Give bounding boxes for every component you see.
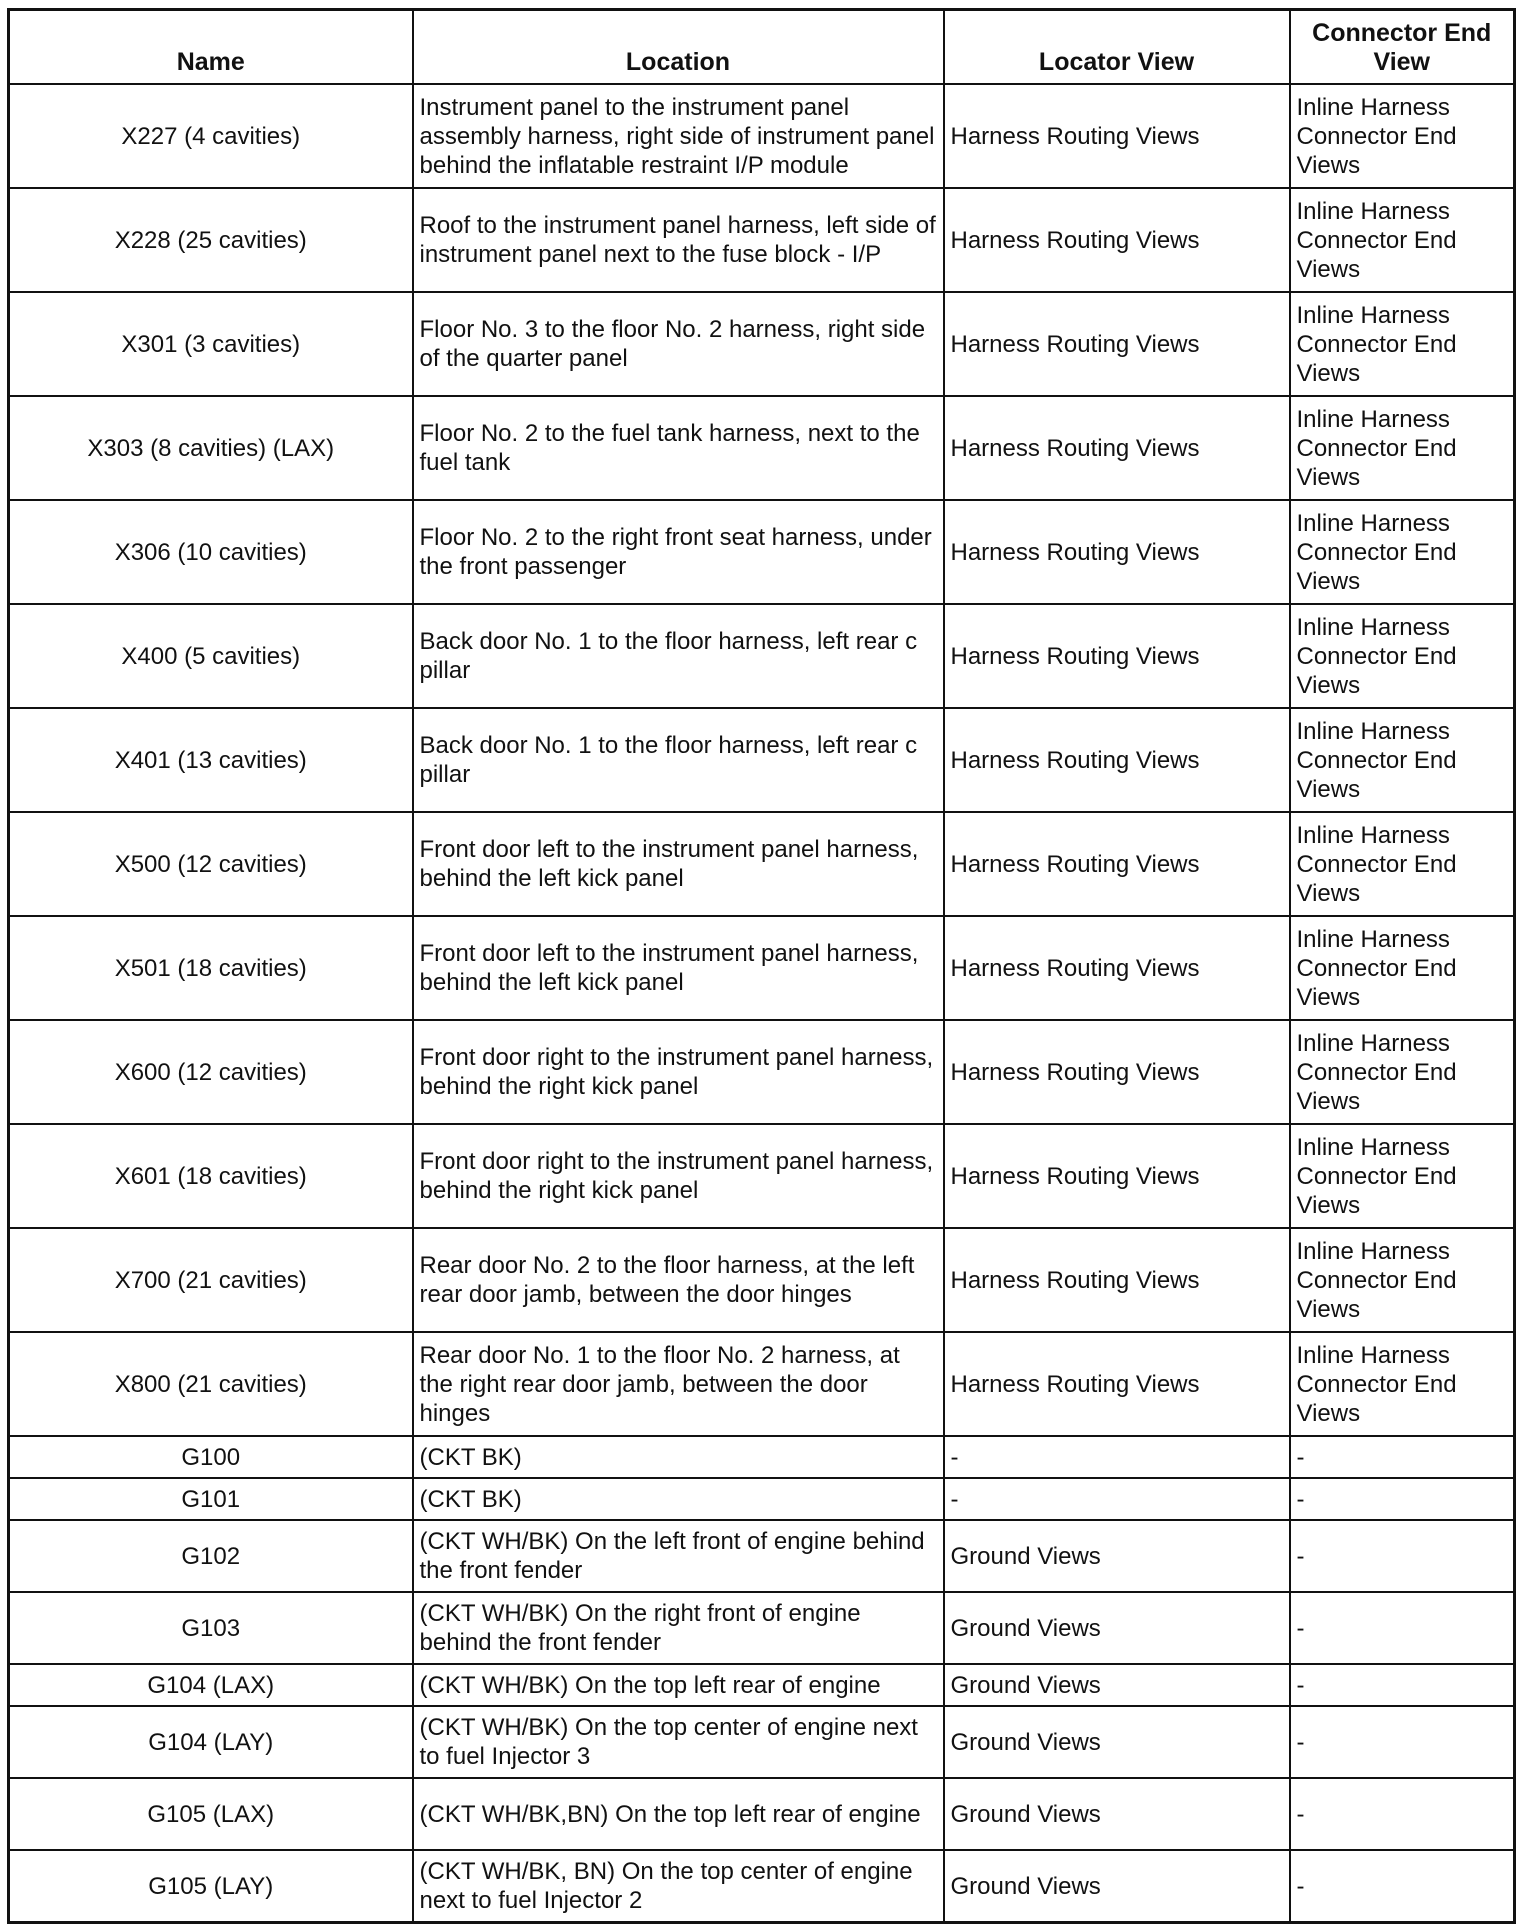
table-row	[9, 1664, 1515, 1706]
cell-connector-end-view: -	[1290, 1592, 1515, 1664]
table-row	[9, 1020, 1515, 1124]
cell-location: Front door right to the instrument panel harness, behind the right kick panel	[413, 1020, 944, 1124]
cell-locator-view: Harness Routing Views	[944, 1228, 1290, 1332]
cell-name: G104 (LAX)	[9, 1664, 413, 1706]
cell-location: Floor No. 3 to the floor No. 2 harness, right side of the quarter panel	[413, 292, 944, 396]
cell-location: Floor No. 2 to the right front seat harness, under the front passenger	[413, 500, 944, 604]
cell-location: (CKT BK)	[413, 1436, 944, 1478]
cell-connector-end-view: Inline Harness Connector End Views	[1290, 916, 1515, 1020]
cell-locator-view: Ground Views	[944, 1850, 1290, 1923]
cell-connector-end-view: -	[1290, 1850, 1515, 1923]
connector-table	[7, 8, 1516, 1924]
cell-name: X228 (25 cavities)	[9, 188, 413, 292]
table-row	[9, 1228, 1515, 1332]
cell-location: (CKT WH/BK,BN) On the top left rear of engine	[413, 1778, 944, 1850]
cell-name: X800 (21 cavities)	[9, 1332, 413, 1436]
cell-name: G105 (LAX)	[9, 1778, 413, 1850]
table-row	[9, 708, 1515, 812]
cell-name: G102	[9, 1520, 413, 1592]
cell-locator-view: Harness Routing Views	[944, 812, 1290, 916]
cell-connector-end-view: Inline Harness Connector End Views	[1290, 708, 1515, 812]
cell-connector-end-view: Inline Harness Connector End Views	[1290, 84, 1515, 188]
cell-connector-end-view: -	[1290, 1664, 1515, 1706]
cell-connector-end-view: Inline Harness Connector End Views	[1290, 1124, 1515, 1228]
cell-location: (CKT WH/BK, BN) On the top center of engine next to fuel Injector 2	[413, 1850, 944, 1923]
table-row	[9, 1478, 1515, 1520]
cell-name: G103	[9, 1592, 413, 1664]
cell-location: (CKT WH/BK) On the top center of engine next to fuel Injector 3	[413, 1706, 944, 1778]
table-row	[9, 84, 1515, 188]
cell-locator-view: Harness Routing Views	[944, 708, 1290, 812]
cell-connector-end-view: -	[1290, 1706, 1515, 1778]
cell-connector-end-view: -	[1290, 1436, 1515, 1478]
cell-location: Front door left to the instrument panel harness, behind the left kick panel	[413, 812, 944, 916]
cell-location: (CKT WH/BK) On the top left rear of engine	[413, 1664, 944, 1706]
cell-location: Back door No. 1 to the floor harness, left rear c pillar	[413, 604, 944, 708]
header-locator-view: Locator View	[944, 10, 1290, 85]
cell-location: Front door right to the instrument panel harness, behind the right kick panel	[413, 1124, 944, 1228]
header-connector-end-view: Connector End View	[1290, 10, 1515, 85]
cell-location: (CKT WH/BK) On the right front of engine behind the front fender	[413, 1592, 944, 1664]
cell-name: X501 (18 cavities)	[9, 916, 413, 1020]
cell-connector-end-view: Inline Harness Connector End Views	[1290, 1228, 1515, 1332]
cell-name: G104 (LAY)	[9, 1706, 413, 1778]
cell-connector-end-view: Inline Harness Connector End Views	[1290, 812, 1515, 916]
cell-connector-end-view: Inline Harness Connector End Views	[1290, 292, 1515, 396]
cell-locator-view: Ground Views	[944, 1778, 1290, 1850]
cell-locator-view: Harness Routing Views	[944, 292, 1290, 396]
cell-connector-end-view: Inline Harness Connector End Views	[1290, 500, 1515, 604]
cell-location: Roof to the instrument panel harness, left side of instrument panel next to the fuse block - I/P	[413, 188, 944, 292]
table-row	[9, 500, 1515, 604]
table-row	[9, 812, 1515, 916]
cell-locator-view: Harness Routing Views	[944, 188, 1290, 292]
cell-name: X303 (8 cavities) (LAX)	[9, 396, 413, 500]
cell-locator-view: Harness Routing Views	[944, 84, 1290, 188]
cell-locator-view: Ground Views	[944, 1592, 1290, 1664]
cell-name: X601 (18 cavities)	[9, 1124, 413, 1228]
table-row	[9, 916, 1515, 1020]
cell-connector-end-view: Inline Harness Connector End Views	[1290, 188, 1515, 292]
cell-location: (CKT WH/BK) On the left front of engine behind the front fender	[413, 1520, 944, 1592]
header-name: Name	[9, 10, 413, 85]
cell-name: G105 (LAY)	[9, 1850, 413, 1923]
cell-name: X400 (5 cavities)	[9, 604, 413, 708]
cell-connector-end-view: Inline Harness Connector End Views	[1290, 604, 1515, 708]
cell-location: (CKT BK)	[413, 1478, 944, 1520]
cell-name: X227 (4 cavities)	[9, 84, 413, 188]
cell-connector-end-view: -	[1290, 1778, 1515, 1850]
table-row	[9, 396, 1515, 500]
table-row	[9, 292, 1515, 396]
table-row	[9, 188, 1515, 292]
cell-locator-view: Harness Routing Views	[944, 916, 1290, 1020]
cell-name: X600 (12 cavities)	[9, 1020, 413, 1124]
cell-locator-view: Ground Views	[944, 1706, 1290, 1778]
cell-location: Front door left to the instrument panel harness, behind the left kick panel	[413, 916, 944, 1020]
table-row	[9, 604, 1515, 708]
cell-locator-view: -	[944, 1478, 1290, 1520]
cell-location: Back door No. 1 to the floor harness, left rear c pillar	[413, 708, 944, 812]
cell-connector-end-view: -	[1290, 1520, 1515, 1592]
cell-name: X306 (10 cavities)	[9, 500, 413, 604]
header-row	[9, 10, 1515, 85]
table-row	[9, 1436, 1515, 1478]
cell-connector-end-view: Inline Harness Connector End Views	[1290, 1332, 1515, 1436]
cell-locator-view: Harness Routing Views	[944, 1332, 1290, 1436]
cell-connector-end-view: Inline Harness Connector End Views	[1290, 396, 1515, 500]
cell-name: X500 (12 cavities)	[9, 812, 413, 916]
cell-locator-view: Harness Routing Views	[944, 1020, 1290, 1124]
table-row	[9, 1124, 1515, 1228]
cell-location: Rear door No. 2 to the floor harness, at the left rear door jamb, between the door hinges	[413, 1228, 944, 1332]
table-row	[9, 1520, 1515, 1592]
table-row	[9, 1706, 1515, 1778]
cell-locator-view: Harness Routing Views	[944, 500, 1290, 604]
cell-connector-end-view: Inline Harness Connector End Views	[1290, 1020, 1515, 1124]
cell-location: Floor No. 2 to the fuel tank harness, next to the fuel tank	[413, 396, 944, 500]
table-row	[9, 1850, 1515, 1923]
cell-locator-view: Harness Routing Views	[944, 1124, 1290, 1228]
cell-name: X700 (21 cavities)	[9, 1228, 413, 1332]
table-row	[9, 1332, 1515, 1436]
cell-locator-view: Ground Views	[944, 1520, 1290, 1592]
cell-name: G100	[9, 1436, 413, 1478]
cell-name: X301 (3 cavities)	[9, 292, 413, 396]
cell-locator-view: Ground Views	[944, 1664, 1290, 1706]
cell-locator-view: Harness Routing Views	[944, 604, 1290, 708]
cell-connector-end-view: -	[1290, 1478, 1515, 1520]
header-location: Location	[413, 10, 944, 85]
cell-name: X401 (13 cavities)	[9, 708, 413, 812]
cell-location: Rear door No. 1 to the floor No. 2 harness, at the right rear door jamb, between the door hinges	[413, 1332, 944, 1436]
cell-locator-view: -	[944, 1436, 1290, 1478]
table-row	[9, 1592, 1515, 1664]
table-row	[9, 1778, 1515, 1850]
cell-location: Instrument panel to the instrument panel assembly harness, right side of instrument panel behind the inflatable restraint I/P module	[413, 84, 944, 188]
cell-name: G101	[9, 1478, 413, 1520]
cell-locator-view: Harness Routing Views	[944, 396, 1290, 500]
